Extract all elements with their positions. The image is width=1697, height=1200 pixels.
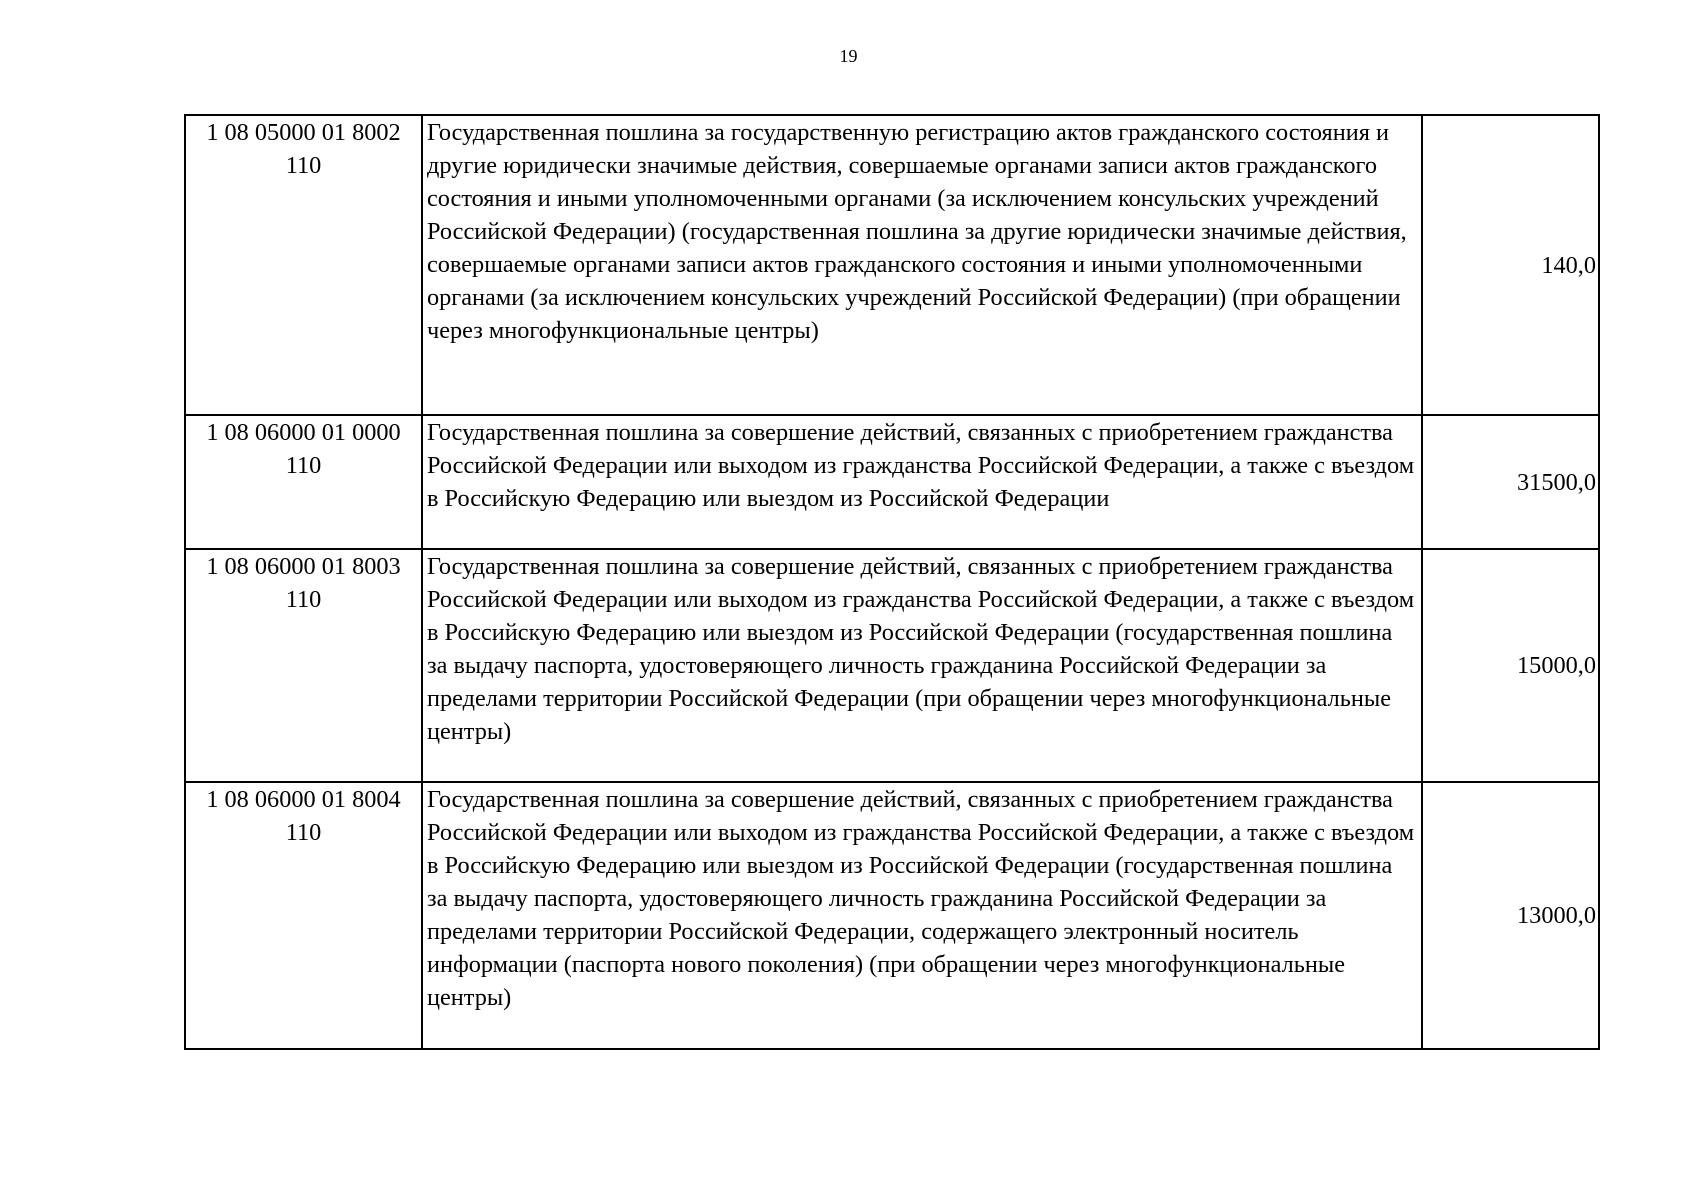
- budget-code-cell: 1 08 05000 01 8002 110: [185, 115, 422, 415]
- table-row: [185, 115, 1599, 415]
- budget-code-cell: 1 08 06000 01 8003 110: [185, 549, 422, 782]
- amount-cell: 13000,0: [1422, 782, 1599, 1049]
- amount-cell: 15000,0: [1422, 549, 1599, 782]
- table-row: [185, 782, 1599, 1049]
- amount-cell: 140,0: [1422, 115, 1599, 415]
- budget-code-cell: 1 08 06000 01 0000 110: [185, 415, 422, 549]
- budget-revenue-table: [184, 114, 1600, 1050]
- page-number: 19: [839, 46, 858, 66]
- table-row: [185, 549, 1599, 782]
- description-cell: Государственная пошлина за государственную регистрацию актов гражданского состояния и другие юридически значимые действия, совершаемые органами записи актов гражданского состояния и иными уполномоченными органами (за исключением консульских учреждений Российской Федерации) (государственная пошлина за другие юридически значимые действия, совершаемые органами записи актов гражданского состояния и иными уполномоченными органами (за исключением консульских учреждений Российской Федерации) (при обращении через многофункциональные центры): [422, 115, 1422, 415]
- amount-cell: 31500,0: [1422, 415, 1599, 549]
- table-row: [185, 415, 1599, 549]
- description-cell: Государственная пошлина за совершение действий, связанных с приобретением гражданства Российской Федерации или выходом из гражданства Российской Федерации, а также с въездом в Российскую Федерацию или выездом из Российской Федерации (государственная пошлина за выдачу паспорта, удостоверяющего личность гражданина Российской Федерации за пределами территории Российской Федерации, содержащего электронный носитель информации (паспорта нового поколения) (при обращении через многофункциональные центры): [422, 782, 1422, 1049]
- description-cell: Государственная пошлина за совершение действий, связанных с приобретением гражданства Российской Федерации или выходом из гражданства Российской Федерации, а также с въездом в Российскую Федерацию или выездом из Российской Федерации: [422, 415, 1422, 549]
- description-cell: Государственная пошлина за совершение действий, связанных с приобретением гражданства Российской Федерации или выходом из гражданства Российской Федерации, а также с въездом в Российскую Федерацию или выездом из Российской Федерации (государственная пошлина за выдачу паспорта, удостоверяющего личность гражданина Российской Федерации за пределами территории Российской Федерации (при обращении через многофункциональные центры): [422, 549, 1422, 782]
- budget-code-cell: 1 08 06000 01 8004 110: [185, 782, 422, 1049]
